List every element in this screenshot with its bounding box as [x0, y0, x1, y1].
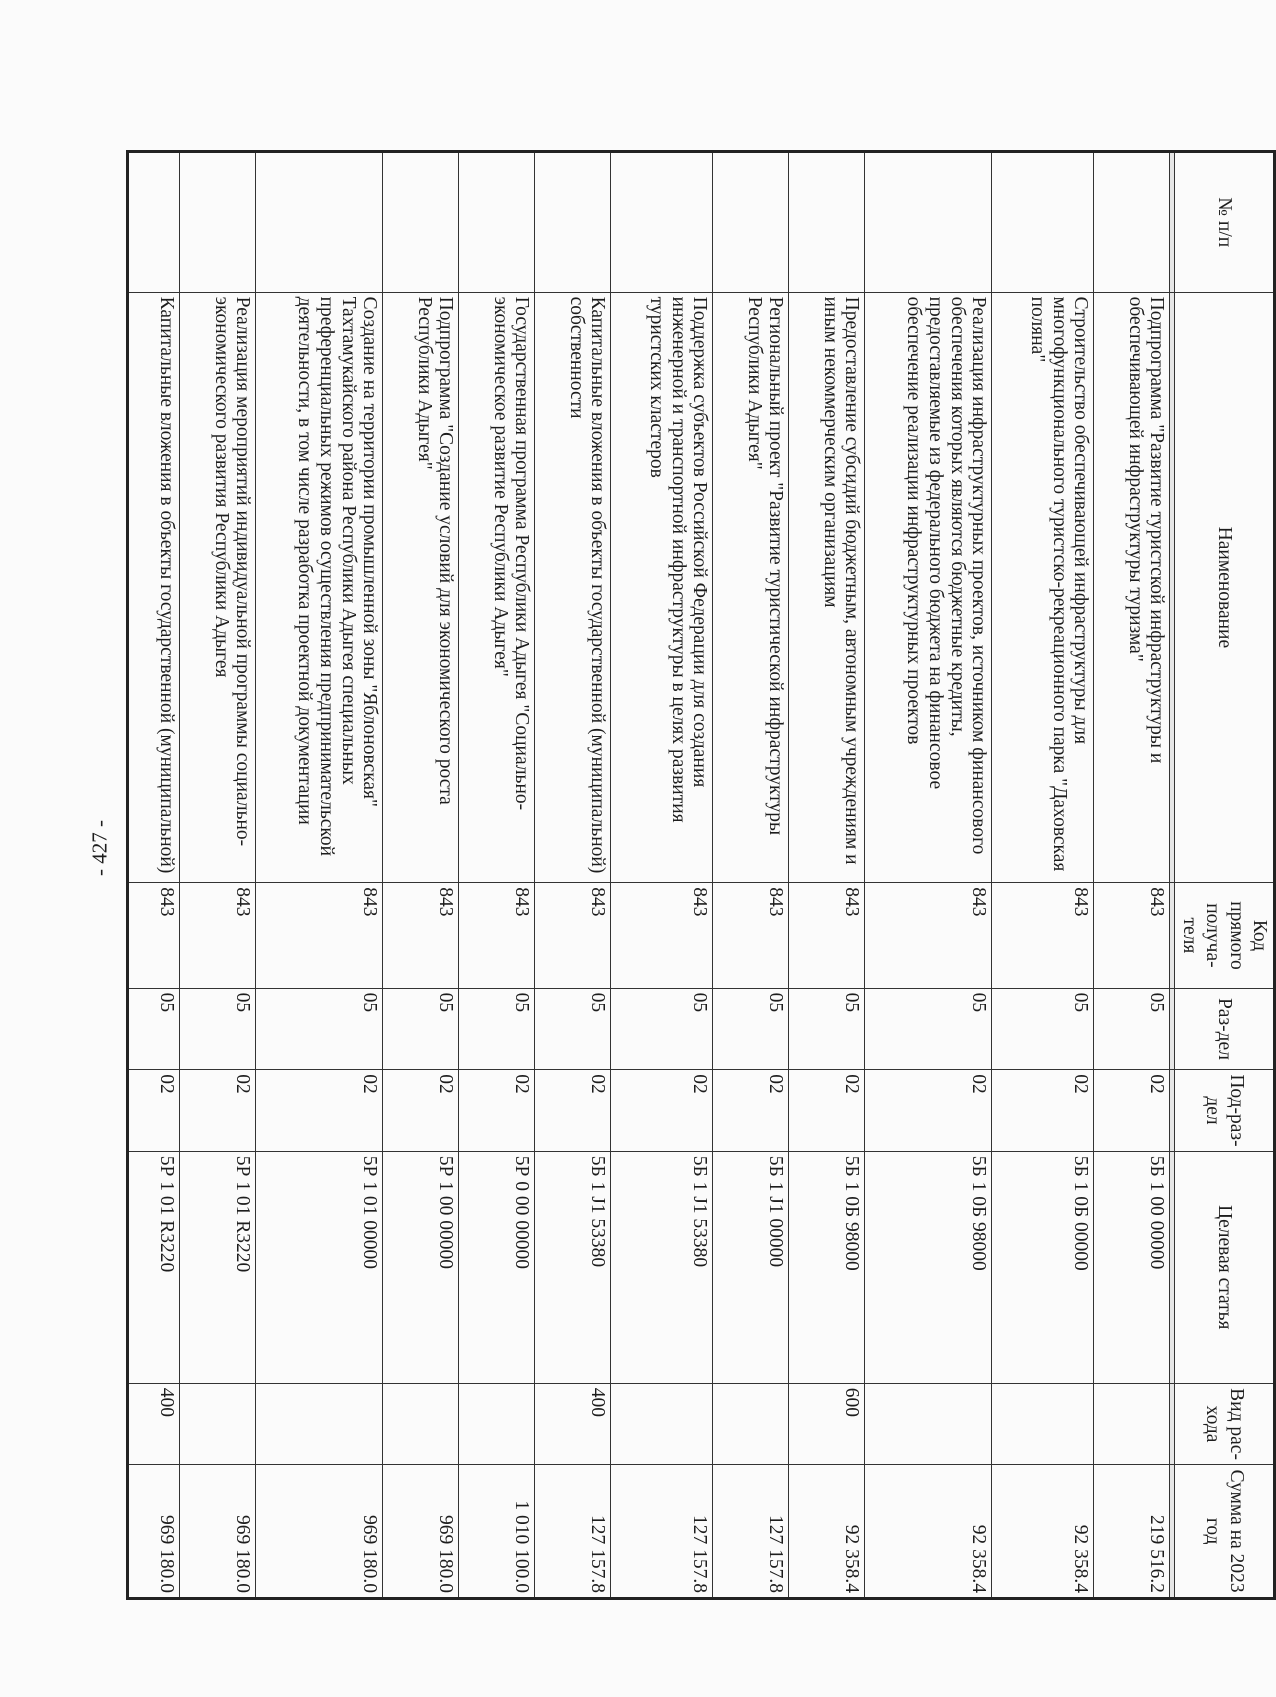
- cell-sum: 969 180.0: [128, 1465, 180, 1599]
- budget-table-container: [126, 150, 1276, 1600]
- table-row: [1094, 152, 1170, 1599]
- cell-subsection: 02: [865, 1070, 992, 1152]
- shade-cell: [1170, 1070, 1175, 1152]
- cell-no: [992, 152, 1094, 293]
- header-name: Наименование: [1175, 292, 1275, 883]
- cell-sum: 92 358.4: [789, 1465, 865, 1599]
- cell-no: [865, 152, 992, 293]
- cell-no: [713, 152, 789, 293]
- shade-cell: [1170, 1383, 1175, 1465]
- cell-sum: 969 180.0: [180, 1465, 256, 1599]
- cell-section: 05: [789, 988, 865, 1070]
- cell-name: Реализация инфраструктурных проектов, источником финансового обеспечения которых являются бюджетные кредиты, предоставляемые из федерального бюджета на финансовое обеспечение реализации инфраструктурных проектов: [865, 292, 992, 883]
- cell-no: [128, 152, 180, 293]
- table-header-row: [1175, 152, 1275, 1599]
- cell-sum: 127 157.8: [713, 1465, 789, 1599]
- cell-section: 05: [535, 988, 611, 1070]
- cell-article: 5Р 0 00 00000: [459, 1151, 535, 1383]
- cell-subsection: 02: [789, 1070, 865, 1152]
- cell-article: 5Б 1 00 00000: [1094, 1151, 1170, 1383]
- cell-no: [180, 152, 256, 293]
- cell-name: Поддержка субъектов Российской Федерации для создания инженерной и транспортной инфраструктуры в целях развития туристских кластеров: [611, 292, 713, 883]
- cell-no: [611, 152, 713, 293]
- cell-section: 05: [180, 988, 256, 1070]
- cell-sum: 92 358.4: [992, 1465, 1094, 1599]
- cell-sum: 969 180.0: [256, 1465, 383, 1599]
- cell-recipient: 843: [535, 883, 611, 988]
- table-row: [383, 152, 459, 1599]
- cell-expense: [865, 1383, 992, 1465]
- cell-recipient: 843: [611, 883, 713, 988]
- cell-article: 5Р 1 01 R3220: [180, 1151, 256, 1383]
- cell-recipient: 843: [256, 883, 383, 988]
- cell-subsection: 02: [611, 1070, 713, 1152]
- cell-article: 5Б 1 J1 53380: [535, 1151, 611, 1383]
- table-row: [713, 152, 789, 1599]
- shade-cell: [1170, 883, 1175, 988]
- cell-article: 5Б 1 J1 00000: [713, 1151, 789, 1383]
- budget-table: [126, 150, 1276, 1600]
- cell-article: 5Б 1 0Б 98000: [865, 1151, 992, 1383]
- cell-no: [535, 152, 611, 293]
- cell-name: Капитальные вложения в объекты государственной (муниципальной) собственности: [535, 292, 611, 883]
- cell-subsection: 02: [992, 1070, 1094, 1152]
- shade-cell: [1170, 988, 1175, 1070]
- cell-recipient: 843: [865, 883, 992, 988]
- cell-no: [256, 152, 383, 293]
- cell-section: 05: [992, 988, 1094, 1070]
- cell-name: Строительство обеспечивающей инфраструктуры для многофункционального туристско-рекреационного парка "Даховская поляна": [992, 292, 1094, 883]
- cell-expense: [256, 1383, 383, 1465]
- cell-subsection: 02: [256, 1070, 383, 1152]
- cell-expense: [180, 1383, 256, 1465]
- cell-section: 05: [459, 988, 535, 1070]
- cell-sum: 969 180.0: [383, 1465, 459, 1599]
- cell-recipient: 843: [992, 883, 1094, 988]
- shade-row: [1170, 152, 1175, 1599]
- cell-recipient: 843: [180, 883, 256, 988]
- header-article: Целевая статья: [1175, 1151, 1275, 1383]
- table-row: [611, 152, 713, 1599]
- cell-expense: 400: [535, 1383, 611, 1465]
- cell-name: Капитальные вложения в объекты государственной (муниципальной): [128, 292, 180, 883]
- cell-sum: 127 157.8: [611, 1465, 713, 1599]
- cell-name: Предоставление субсидий бюджетным, автономным учреждениям и иным некоммерческим организациям: [789, 292, 865, 883]
- cell-article: 5Б 1 0Б 00000: [992, 1151, 1094, 1383]
- cell-section: 05: [383, 988, 459, 1070]
- header-subsection: Под-раз-дел: [1175, 1070, 1275, 1152]
- cell-section: 05: [865, 988, 992, 1070]
- shade-cell: [1170, 292, 1175, 883]
- cell-section: 05: [1094, 988, 1170, 1070]
- cell-name: Подпрограмма "Развитие туристской инфраструктуры и обеспечивающей инфраструктуры туризма": [1094, 292, 1170, 883]
- cell-article: 5Р 1 00 00000: [383, 1151, 459, 1383]
- shade-cell: [1170, 1465, 1175, 1599]
- cell-subsection: 02: [459, 1070, 535, 1152]
- cell-subsection: 02: [383, 1070, 459, 1152]
- cell-recipient: 843: [789, 883, 865, 988]
- header-section: Раз-дел: [1175, 988, 1275, 1070]
- cell-no: [383, 152, 459, 293]
- cell-sum: 127 157.8: [535, 1465, 611, 1599]
- cell-expense: [611, 1383, 713, 1465]
- cell-section: 05: [128, 988, 180, 1070]
- cell-subsection: 02: [1094, 1070, 1170, 1152]
- cell-subsection: 02: [180, 1070, 256, 1152]
- cell-recipient: 843: [128, 883, 180, 988]
- table-row: [180, 152, 256, 1599]
- cell-subsection: 02: [713, 1070, 789, 1152]
- cell-section: 05: [713, 988, 789, 1070]
- table-row: [128, 152, 180, 1599]
- cell-subsection: 02: [535, 1070, 611, 1152]
- cell-name: Реализация мероприятий индивидуальной программы социально-экономического развития Республики Адыгея: [180, 292, 256, 883]
- table-row: [992, 152, 1094, 1599]
- cell-no: [459, 152, 535, 293]
- cell-no: [1094, 152, 1170, 293]
- cell-no: [789, 152, 865, 293]
- cell-sum: 219 516.2: [1094, 1465, 1170, 1599]
- cell-expense: 400: [128, 1383, 180, 1465]
- page-number: - 427 -: [87, 820, 112, 876]
- cell-name: Региональный проект "Развитие туристической инфраструктуры Республики Адыгея": [713, 292, 789, 883]
- cell-article: 5Б 1 J1 53380: [611, 1151, 713, 1383]
- table-row: [535, 152, 611, 1599]
- table-row: [789, 152, 865, 1599]
- cell-expense: [459, 1383, 535, 1465]
- cell-expense: [713, 1383, 789, 1465]
- cell-section: 05: [611, 988, 713, 1070]
- table-row: [256, 152, 383, 1599]
- cell-expense: [1094, 1383, 1170, 1465]
- cell-sum: 1 010 100.0: [459, 1465, 535, 1599]
- header-sum: Сумма на 2023 год: [1175, 1465, 1275, 1599]
- cell-article: 5Б 1 0Б 98000: [789, 1151, 865, 1383]
- cell-recipient: 843: [383, 883, 459, 988]
- shade-cell: [1170, 1151, 1175, 1383]
- cell-name: Создание на территории промышленной зоны "Яблоновская" Тахтамукайского района Республики Адыгея специальных преференциальных режимов осуществления предпринимательской деятельности, в том числе разработка проектной документации: [256, 292, 383, 883]
- header-recipient: Код прямого получа-теля: [1175, 883, 1275, 988]
- cell-sum: 92 358.4: [865, 1465, 992, 1599]
- shade-cell: [1170, 152, 1175, 293]
- cell-expense: [992, 1383, 1094, 1465]
- cell-expense: 600: [789, 1383, 865, 1465]
- cell-name: Государственная программа Республики Адыгея "Социально-экономическое развитие Республики Адыгея": [459, 292, 535, 883]
- cell-recipient: 843: [459, 883, 535, 988]
- cell-recipient: 843: [713, 883, 789, 988]
- table-row: [459, 152, 535, 1599]
- cell-section: 05: [256, 988, 383, 1070]
- cell-article: 5Р 1 01 R3220: [128, 1151, 180, 1383]
- cell-expense: [383, 1383, 459, 1465]
- cell-recipient: 843: [1094, 883, 1170, 988]
- cell-article: 5Р 1 01 00000: [256, 1151, 383, 1383]
- table-row: [865, 152, 992, 1599]
- header-expense: Вид рас-хода: [1175, 1383, 1275, 1465]
- header-no: № п/п: [1175, 152, 1275, 293]
- cell-subsection: 02: [128, 1070, 180, 1152]
- cell-name: Подпрограмма "Создание условий для экономического роста Республики Адыгея": [383, 292, 459, 883]
